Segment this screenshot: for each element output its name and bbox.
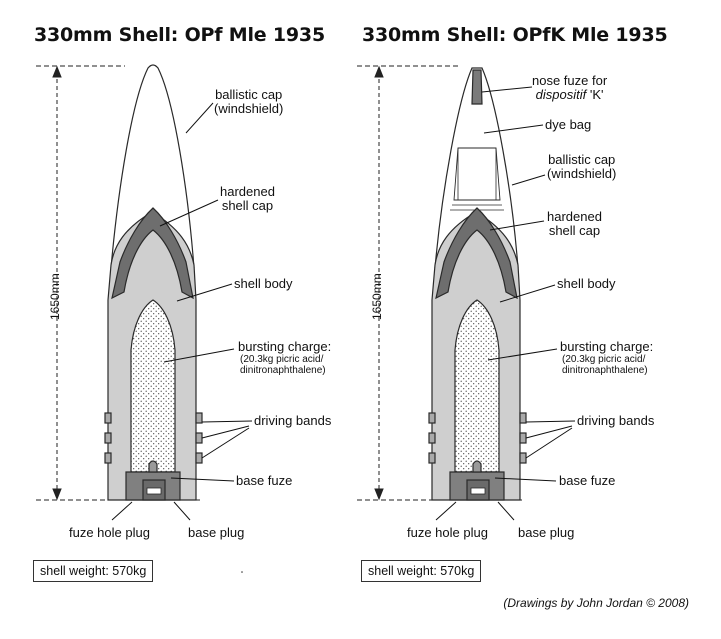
left-driving-bands-label: driving bands	[254, 413, 332, 428]
right-nose-fuze-dispositif: dispositif	[535, 87, 587, 102]
left-hardened-cap-label	[220, 185, 275, 213]
left-bursting-line3: dinitronaphthalene)	[240, 365, 326, 376]
right-nose-fuze-line2	[532, 88, 607, 102]
right-hardened-line1: hardened	[547, 209, 602, 224]
left-ballistic-cap-line1: ballistic cap	[215, 87, 283, 102]
right-weight-box: shell weight: 570kg	[361, 560, 481, 582]
left-fuze-hole-plug-label: fuze hole plug	[69, 525, 150, 540]
left-bursting-line1: bursting charge:	[238, 339, 332, 354]
left-ballistic-cap-label	[214, 88, 283, 116]
left-hardened-line1: hardened	[220, 184, 275, 199]
left-shell-body-label: shell body	[234, 276, 293, 291]
right-ballistic-cap-line1: ballistic cap	[548, 152, 616, 167]
credit-text: (Drawings by John Jordan © 2008)	[503, 596, 689, 610]
right-nose-fuze-line1: nose fuze for	[532, 73, 608, 88]
right-bursting-line2: (20.3kg picric acid/	[562, 354, 646, 365]
right-dye-bag	[454, 148, 500, 200]
left-base-fuze	[149, 461, 157, 472]
right-nose-fuze-k: 'K'	[586, 87, 604, 102]
right-dye-bag-label: dye bag	[545, 117, 592, 132]
right-ballistic-cap-line2: (windshield)	[547, 166, 617, 181]
left-bursting-detail	[240, 354, 326, 376]
right-bursting-line1: bursting charge:	[560, 339, 654, 354]
left-base-fuze-label: base fuze	[236, 473, 293, 488]
right-bursting-charge-label	[560, 340, 653, 354]
left-title: 330mm Shell: OPf Mle 1935	[34, 24, 325, 46]
left-bursting-charge	[131, 300, 175, 472]
right-length-label: 1650mm	[370, 273, 384, 320]
right-base-plug-label: base plug	[518, 525, 575, 540]
right-hardened-cap-label	[547, 210, 602, 238]
right-base-fuze	[473, 461, 481, 472]
left-base-plug-label: base plug	[188, 525, 245, 540]
left-length-label: 1650mm	[48, 273, 62, 320]
left-hardened-line2: shell cap	[221, 198, 274, 213]
right-ballistic-cap-label	[547, 153, 616, 181]
right-shell-body-label: shell body	[557, 276, 616, 291]
right-nose-fuze	[472, 70, 482, 104]
left-ballistic-cap-line2: (windshield)	[214, 101, 284, 116]
right-bursting-charge	[455, 300, 499, 472]
stray-dot	[241, 571, 243, 573]
right-bursting-detail	[562, 354, 648, 376]
right-bursting-line3: dinitronaphthalene)	[562, 365, 648, 376]
right-hardened-line2: shell cap	[548, 223, 601, 238]
left-bursting-charge-label	[238, 340, 331, 354]
right-base-fuze-label: base fuze	[559, 473, 616, 488]
right-title: 330mm Shell: OPfK Mle 1935	[362, 24, 668, 46]
left-bursting-line2: (20.3kg picric acid/	[240, 354, 324, 365]
right-driving-bands-label: driving bands	[577, 413, 655, 428]
right-nose-fuze-label	[532, 74, 607, 102]
left-weight-box: shell weight: 570kg	[33, 560, 153, 582]
right-fuze-hole-plug-label: fuze hole plug	[407, 525, 488, 540]
